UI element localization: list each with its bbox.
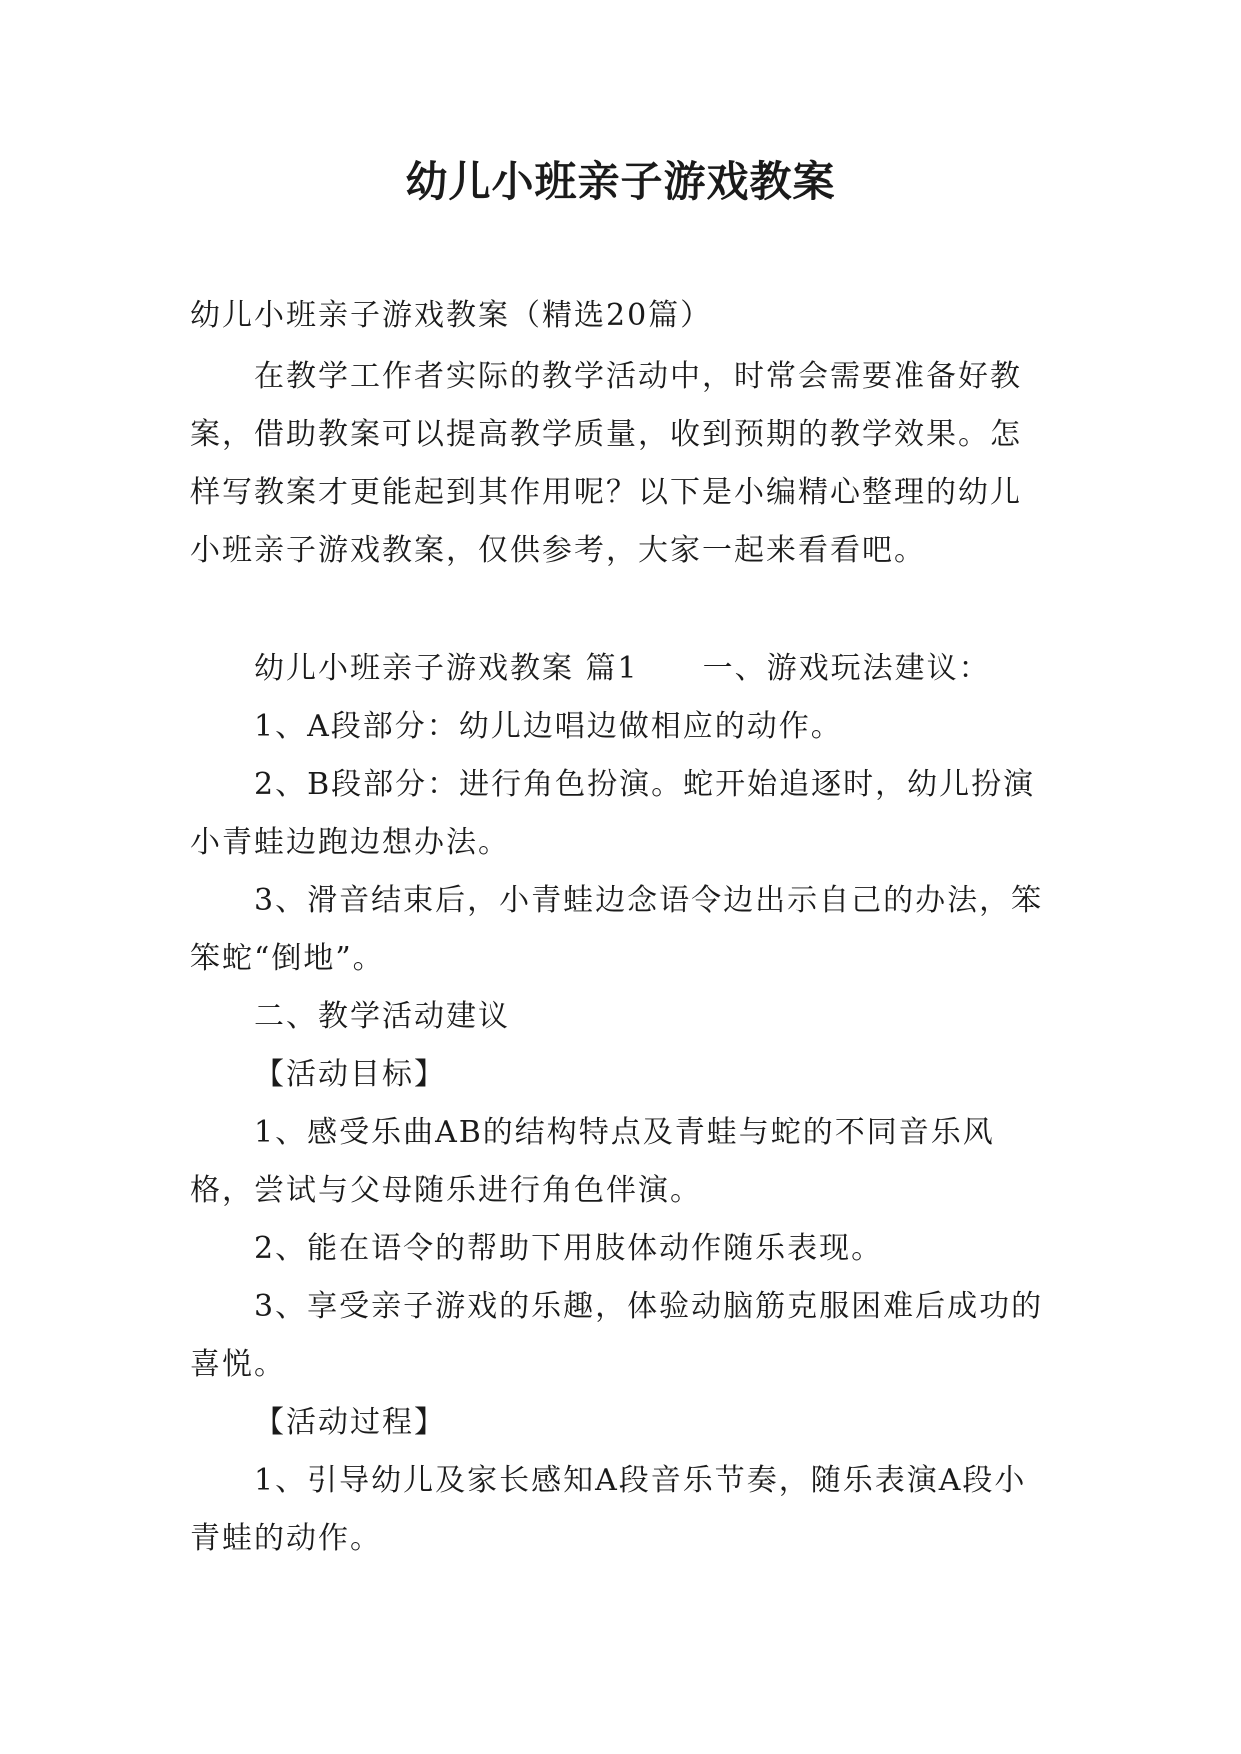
play-suggestion-1: 1、A段部分：幼儿边唱边做相应的动作。 bbox=[254, 709, 843, 744]
section-1-heading: 幼儿小班亲子游戏教案 篇1 bbox=[254, 651, 639, 686]
process-heading: 【活动过程】 bbox=[254, 1405, 446, 1440]
section-1-heading-line bbox=[190, 640, 1050, 698]
goal-3: 3、享受亲子游戏的乐趣，体验动脑筋克服困难后成功的喜悦。 bbox=[190, 1289, 1044, 1382]
play-suggestion-3: 3、滑音结束后，小青蛙边念语令边出示自己的办法，笨笨蛇“倒地”。 bbox=[190, 883, 1044, 976]
goal-1: 1、感受乐曲AB的结构特点及青蛙与蛇的不同音乐风格，尝试与父母随乐进行角色伴演。 bbox=[190, 1115, 995, 1208]
goal-2: 2、能在语令的帮助下用肢体动作随乐表现。 bbox=[254, 1231, 884, 1266]
document-subtitle: 幼儿小班亲子游戏教案（精选20篇） bbox=[190, 298, 713, 333]
process-1: 1、引导幼儿及家长感知A段音乐节奏，随乐表演A段小青蛙的动作。 bbox=[190, 1463, 1027, 1556]
section-1-subheading: 一、游戏玩法建议： bbox=[702, 651, 991, 686]
intro-paragraph: 在教学工作者实际的教学活动中，时常会需要准备好教案，借助教案可以提高教学质量，收到预期的教学效果。怎样写教案才更能起到其作用呢？以下是小编精心整理的幼儿小班亲子游戏教案，仅供参考，大家一起来看看吧。 bbox=[190, 359, 1022, 568]
play-suggestion-2: 2、B段部分：进行角色扮演。蛇开始追逐时，幼儿扮演小青蛙边跑边想办法。 bbox=[190, 767, 1036, 860]
section-1 bbox=[190, 640, 1050, 1568]
document-title: 幼儿小班亲子游戏教案 bbox=[405, 157, 836, 206]
teaching-heading: 二、教学活动建议 bbox=[254, 999, 510, 1034]
goals-heading: 【活动目标】 bbox=[254, 1057, 446, 1092]
